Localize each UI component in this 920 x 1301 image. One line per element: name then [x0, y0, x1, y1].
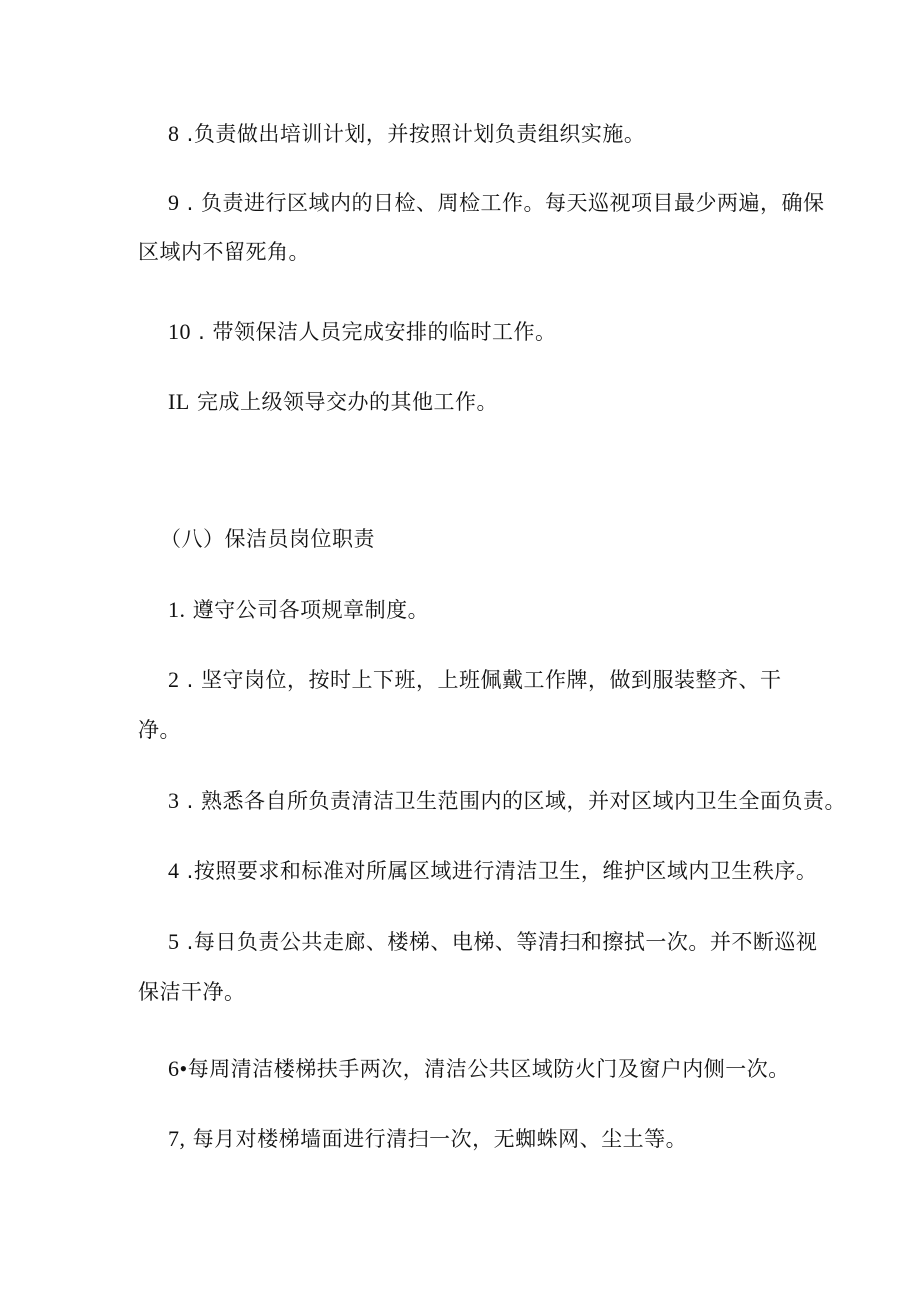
list-item: [168, 120, 645, 148]
item-text: 每周清洁楼梯扶手两次，清洁公共区域防火门及窗户内侧一次。: [187, 1057, 790, 1081]
item-number: 1.: [168, 597, 186, 622]
item-text: .每日负责公共走廊、楼梯、电梯、等清扫和擦拭一次。并不断巡视: [179, 930, 818, 954]
section-heading: （八）保洁员岗位职责: [160, 527, 375, 551]
item-text: 完成上级领导交办的其他工作。: [189, 390, 498, 414]
list-item: [168, 857, 817, 885]
item-text: . 熟悉各自所负责清洁卫生范围内的区域，并对区域内卫生全面负责。: [179, 789, 847, 813]
list-item-continuation: 保洁干净。: [138, 980, 246, 1004]
item-number: 7,: [168, 1126, 186, 1151]
list-item: [168, 1055, 790, 1083]
item-number: 4: [168, 858, 180, 883]
item-text: 每月对楼梯墙面进行清扫一次，无蜘蛛网、尘土等。: [185, 1127, 688, 1151]
list-item: [168, 787, 846, 815]
list-item-continuation: 净。: [138, 718, 181, 742]
item-number: 8: [168, 121, 180, 146]
item-number: 5: [168, 929, 180, 954]
list-item: [168, 189, 825, 217]
item-text: . 负责进行区域内的日检、周检工作。每天巡视项目最少两遍，确保: [179, 191, 825, 215]
list-item: [168, 318, 557, 346]
item-text: . 带领保洁人员完成安排的临时工作。: [191, 320, 557, 344]
list-item: [168, 666, 782, 694]
list-item: [168, 388, 498, 416]
list-item: [168, 1125, 687, 1153]
item-text: .按照要求和标准对所属区域进行清洁卫生，维护区域内卫生秩序。: [179, 859, 818, 883]
item-number: 3: [168, 788, 180, 813]
item-number: 10: [168, 319, 191, 344]
item-text: 遵守公司各项规章制度。: [185, 598, 430, 622]
list-item: [168, 928, 817, 956]
item-text: . 坚守岗位，按时上下班，上班佩戴工作牌，做到服装整齐、干: [179, 668, 782, 692]
list-item: [168, 596, 429, 624]
item-number: 9: [168, 190, 180, 215]
item-number: IL: [168, 389, 190, 414]
item-text: .负责做出培训计划，并按照计划负责组织实施。: [179, 122, 646, 146]
list-item-continuation: 区域内不留死角。: [138, 240, 310, 264]
item-number: 6•: [168, 1056, 188, 1081]
item-number: 2: [168, 667, 180, 692]
